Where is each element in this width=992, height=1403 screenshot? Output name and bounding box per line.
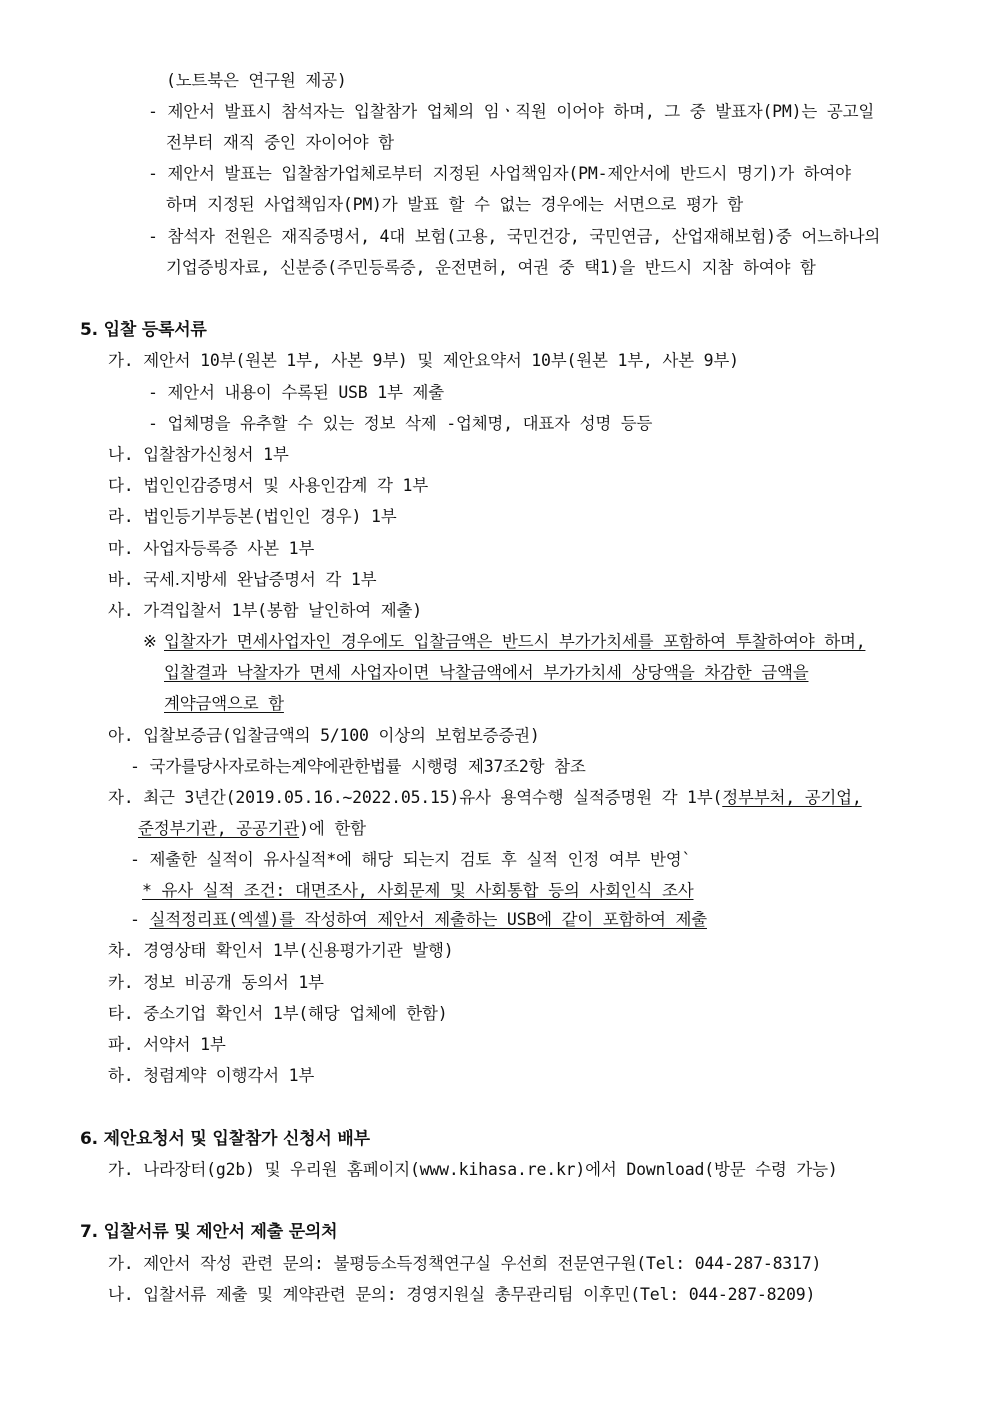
s5-item-ga-sub1: - 제안서 내용이 수록된 USB 1부 제출: [148, 383, 444, 402]
ja-underlined-1: 정부부처, 공기업,: [722, 788, 862, 807]
s5-item-pa: 파. 서약서 1부: [108, 1035, 226, 1054]
s5-item-na: 나. 입찰참가신청서 1부: [108, 445, 289, 464]
s5-item-ta: 타. 중소기업 확인서 1부(해당 업체에 한함): [108, 1004, 448, 1023]
section-6-title: 6. 제안요청서 및 입찰참가 신청서 배부: [80, 1129, 370, 1149]
s5-item-da: 다. 법인인감증명서 및 사용인감계 각 1부: [108, 476, 428, 495]
s5-item-ga: 가. 제안서 10부(원본 1부, 사본 9부) 및 제안요약서 10부(원본 1부, 사본 9부): [108, 351, 739, 370]
s6-item-ga: 가. 나라장터(g2b) 및 우리원 홈페이지(www.kihasa.re.kr)에서 Download(방문 수령 가능): [108, 1160, 838, 1179]
ja-sub3-text: 실적정리표(엑셀)를 작성하여 제안서 제출하는 USB에 같이 포함하여 제출: [149, 910, 707, 929]
presenter-rule-1-cont: 전부터 재직 중인 자이어야 함: [166, 133, 394, 152]
notebook-note: (노트북은 연구원 제공): [166, 71, 347, 90]
section-5-title: 5. 입찰 등록서류: [80, 320, 207, 340]
ja-text: 자. 최근 3년간(2019.05.16.~2022.05.15)유사 용역수행 실적증명원 각 1부(: [108, 788, 723, 807]
s5-item-ja-sub3: [130, 909, 707, 931]
tax-note-line1: 입찰자가 면세사업자인 경우에도 입찰금액은 반드시 부가가치세를 포함하여 투찰하여야 하며,: [164, 632, 866, 651]
presenter-rule-1: - 제안서 발표시 참석자는 입찰참가 업체의 임ㆍ직원 이어야 하며, 그 중 발표자(PM)는 공고일: [148, 102, 875, 121]
s5-item-sa: 사. 가격입찰서 1부(봉함 날인하여 제출): [108, 601, 422, 620]
s5-item-cha: 차. 경영상태 확인서 1부(신용평가기관 발행): [108, 941, 454, 960]
presenter-rule-3: - 참석자 전원은 재직증명서, 4대 보험(고용, 국민건강, 국민연금, 산업재해보험)중 어느하나의: [148, 227, 881, 246]
s5-item-ja-sub2: * 유사 실적 조건: 대면조사, 사회문제 및 사회통합 등의 사회인식 조사: [142, 881, 694, 900]
ja-sub3-dash: -: [130, 910, 150, 929]
s5-item-ja-cont: [138, 818, 366, 840]
tax-note-line3: 계약금액으로 함: [164, 694, 284, 713]
s5-item-ha: 하. 청렴계약 이행각서 1부: [108, 1066, 315, 1085]
s5-item-ja: [108, 787, 862, 809]
s5-item-ja-sub1: - 제출한 실적이 유사실적*에 해당 되는지 검토 후 실적 인정 여부 반영`: [130, 850, 692, 869]
s5-item-ma: 마. 사업자등록증 사본 1부: [108, 539, 315, 558]
s5-item-ka: 카. 정보 비공개 동의서 1부: [108, 973, 324, 992]
s5-item-ra: 라. 법인등기부등본(법인인 경우) 1부: [108, 507, 397, 526]
presenter-rule-2: - 제안서 발표는 입찰참가업체로부터 지정된 사업책임자(PM-제안서에 반드시 명기)가 하여야: [148, 164, 851, 183]
s7-item-na: 나. 입찰서류 제출 및 계약관련 문의: 경영지원실 총무관리팀 이후민(Tel: 044-287-8209): [108, 1285, 816, 1304]
s5-item-ga-sub2: - 업체명을 유추할 수 있는 정보 삭제 -업체명, 대표자 성명 등등: [148, 414, 653, 433]
presenter-rule-2-cont: 하며 지정된 사업책임자(PM)가 발표 할 수 없는 경우에는 서면으로 평가 함: [166, 195, 743, 214]
section-7-title: 7. 입찰서류 및 제안서 제출 문의처: [80, 1222, 338, 1242]
tax-note-line2: 입찰결과 낙찰자가 면세 사업자이면 낙찰금액에서 부가가치세 상당액을 차감한 금액을: [164, 663, 809, 682]
reference-mark: ※: [143, 632, 157, 651]
presenter-rule-3-cont: 기업증빙자료, 신분증(주민등록증, 운전면허, 여권 중 택1)을 반드시 지참 하여야 함: [166, 258, 816, 277]
s5-item-a-sub1: - 국가를당사자로하는계약에관한법률 시행령 제37조2항 참조: [130, 757, 586, 776]
s5-item-ba: 바. 국세․지방세 완납증명서 각 1부: [108, 570, 377, 589]
ja-underlined-2: 준정부기관, 공공기관: [138, 819, 300, 838]
s5-item-a: 아. 입찰보증금(입찰금액의 5/100 이상의 보험보증증권): [108, 726, 540, 745]
ja-post: )에 한함: [299, 819, 366, 838]
s7-item-ga: 가. 제안서 작성 관련 문의: 불평등소득정책연구실 우선희 전문연구원(Tel: 044-287-8317): [108, 1254, 822, 1273]
